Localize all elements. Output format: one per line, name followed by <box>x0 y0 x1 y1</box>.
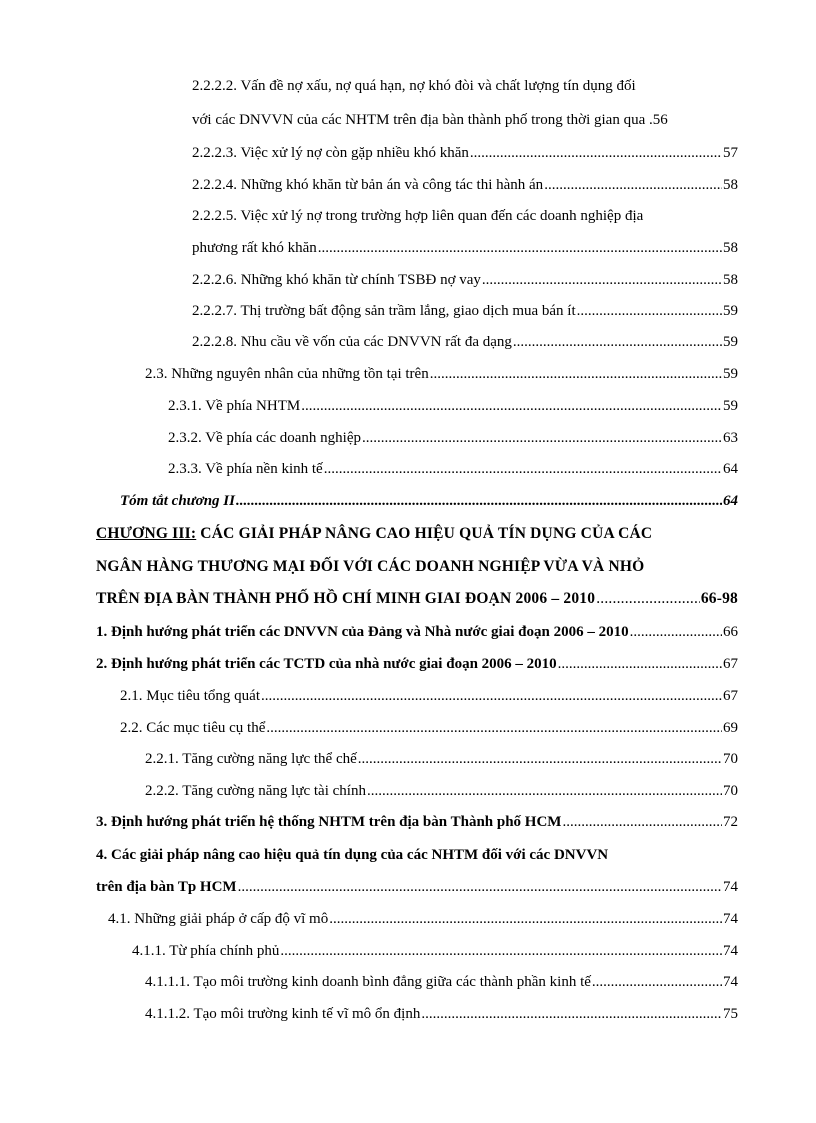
toc-page-number: 67 <box>723 656 738 672</box>
dot-leader <box>238 877 722 897</box>
toc-heading-2-2-2-2-line2 <box>192 110 668 130</box>
toc-entry-text: với các DNVVN của các NHTM trên địa bàn thành phố trong thời gian qua .56 <box>192 112 668 128</box>
toc-page-number: 64 <box>723 493 738 509</box>
chapter-label: CHƯƠNG III: <box>96 525 197 542</box>
chapter-title-text: TRÊN ĐỊA BÀN THÀNH PHỐ HỒ CHÍ MINH GIAI ĐOẠN 2006 – 2010 <box>96 590 596 607</box>
toc-entry-3-3 <box>96 812 738 832</box>
dot-leader <box>358 749 722 769</box>
toc-page-number: 59 <box>723 334 738 350</box>
toc-page-number: 66 <box>723 624 738 640</box>
dot-leader <box>482 270 722 290</box>
chapter-3-heading-line3 <box>96 589 738 609</box>
toc-entry-4-1 <box>108 909 738 929</box>
toc-entry-2-2-2-6 <box>192 270 738 290</box>
toc-page-number: 74 <box>723 943 738 959</box>
toc-entry-3-2-2-2 <box>145 781 738 801</box>
toc-page-number: 67 <box>723 688 738 704</box>
toc-page-number: 58 <box>723 272 738 288</box>
toc-entry-3-4 <box>96 877 738 897</box>
dot-leader <box>301 396 722 416</box>
toc-entry-text: 1. Định hướng phát triển các DNVVN của Đảng và Nhà nước giai đoạn 2006 – 2010 <box>96 624 629 640</box>
toc-entry-text: 2.2.2.5. Việc xử lý nợ trong trường hợp liên quan đến các doanh nghiệp địa <box>192 208 644 224</box>
toc-entry-text: 2.3.3. Về phía nền kinh tế <box>168 461 323 477</box>
dot-leader <box>596 589 700 609</box>
dot-leader <box>592 972 722 992</box>
toc-entry-3-2 <box>96 654 738 674</box>
toc-entry-2-2-2-7 <box>192 301 738 321</box>
chapter-title-text: NGÂN HÀNG THƯƠNG MẠI ĐỐI VỚI CÁC DOANH NGHIỆP VỪA VÀ NHỎ <box>96 558 645 575</box>
toc-page-number: 75 <box>723 1006 738 1022</box>
toc-entry-text: 2.1. Mục tiêu tổng quát <box>120 688 260 704</box>
toc-entry-2-2-2-3 <box>192 143 738 163</box>
toc-entry-text: 2.2.2.6. Những khó khăn từ chính TSBĐ nợ vay <box>192 272 481 288</box>
toc-page-number: 74 <box>723 879 738 895</box>
toc-page-number: 59 <box>723 303 738 319</box>
toc-entry-3-2-2 <box>120 718 738 738</box>
toc-entry-2-2-2-4 <box>192 175 738 195</box>
toc-entry-text: 4.1.1.2. Tạo môi trường kinh tế vĩ mô ổn định <box>145 1006 421 1022</box>
toc-entry-text: 2.2.2.4. Những khó khăn từ bản án và công tác thi hành án <box>192 177 544 193</box>
toc-entry-text: 2.3. Những nguyên nhân của những tồn tại trên <box>145 366 429 382</box>
toc-entry-summary-chapter-2 <box>120 491 738 511</box>
toc-entry-text: 3. Định hướng phát triển hệ thống NHTM trên địa bàn Thành phố HCM <box>96 814 562 830</box>
toc-heading-2-2-2-2-line1 <box>192 76 636 96</box>
toc-page-number: 59 <box>723 366 738 382</box>
toc-page-number: 70 <box>723 783 738 799</box>
chapter-3-heading-line1 <box>96 524 652 544</box>
toc-page-number: 58 <box>723 177 738 193</box>
toc-entry-3-1 <box>96 622 738 642</box>
dot-leader <box>236 491 722 511</box>
toc-page-number: 69 <box>723 720 738 736</box>
dot-leader <box>329 909 722 929</box>
dot-leader <box>558 654 722 674</box>
toc-entry-text: 2.2.2. Tăng cường năng lực tài chính <box>145 783 366 799</box>
toc-entry-3-2-2-1 <box>145 749 738 769</box>
toc-entry-text: 2.2.2.8. Nhu cầu về vốn của các DNVVN rất đa dạng <box>192 334 512 350</box>
toc-page-number: 74 <box>723 911 738 927</box>
dot-leader <box>367 781 722 801</box>
toc-page-number: 63 <box>723 430 738 446</box>
toc-page-number: 57 <box>723 145 738 161</box>
toc-entry-2-3-3 <box>168 459 738 479</box>
dot-leader <box>544 175 722 195</box>
dot-leader <box>421 1004 722 1024</box>
toc-entry-text: 2. Định hướng phát triển các TCTD của nhà nước giai đoạn 2006 – 2010 <box>96 656 557 672</box>
toc-page-number: 66-98 <box>700 590 738 607</box>
toc-entry-text: 2.3.1. Về phía NHTM <box>168 398 301 414</box>
toc-entry-text: Tóm tắt chương II <box>120 493 235 509</box>
toc-entry-text: 4.1.1.1. Tạo môi trường kinh doanh bình đẳng giữa các thành phần kinh tế <box>145 974 591 990</box>
chapter-title-text: CÁC GIẢI PHÁP NÂNG CAO HIỆU QUẢ TÍN DỤNG CỦA CÁC <box>196 525 653 542</box>
dot-leader <box>577 301 722 321</box>
toc-entry-2-3-2 <box>168 428 738 448</box>
dot-leader <box>280 941 722 961</box>
dot-leader <box>318 238 722 258</box>
toc-entry-4-1-1-1 <box>145 972 738 992</box>
dot-leader <box>430 364 722 384</box>
toc-entry-text: 4.1. Những giải pháp ở cấp độ vĩ mô <box>108 911 329 927</box>
toc-heading-2-2-2-5-line1 <box>192 206 643 226</box>
dot-leader <box>562 812 722 832</box>
dot-leader <box>513 332 722 352</box>
toc-entry-text: phương rất khó khăn <box>192 240 317 256</box>
toc-entry-text: 2.2.1. Tăng cường năng lực thể chế <box>145 751 357 767</box>
toc-entry-4-1-1-2 <box>145 1004 738 1024</box>
dot-leader <box>324 459 722 479</box>
dot-leader <box>630 622 722 642</box>
toc-page-number: 74 <box>723 974 738 990</box>
toc-entry-text: 2.3.2. Về phía các doanh nghiệp <box>168 430 362 446</box>
toc-entry-text: 2.2.2.2. Vấn đề nợ xấu, nợ quá hạn, nợ khó đòi và chất lượng tín dụng đối <box>192 78 636 94</box>
toc-entry-2-2-2-5 <box>192 238 738 258</box>
toc-page-number: 58 <box>723 240 738 256</box>
toc-page-number: 72 <box>723 814 738 830</box>
toc-entry-text: 2.2.2.7. Thị trường bất động sản trầm lắng, giao dịch mua bán ít <box>192 303 576 319</box>
toc-entry-2-3 <box>145 364 738 384</box>
toc-entry-4-1-1 <box>132 941 738 961</box>
toc-entry-text: 2.2.2.3. Việc xử lý nợ còn gặp nhiều khó khăn <box>192 145 469 161</box>
dot-leader <box>470 143 722 163</box>
dot-leader <box>266 718 722 738</box>
toc-heading-3-4-line1 <box>96 845 608 865</box>
toc-entry-text: 2.2. Các mục tiêu cụ thể <box>120 720 266 736</box>
toc-entry-2-3-1 <box>168 396 738 416</box>
toc-page-number: 59 <box>723 398 738 414</box>
toc-entry-text: trên địa bàn Tp HCM <box>96 879 237 895</box>
dot-leader <box>261 686 722 706</box>
toc-entry-3-2-1 <box>120 686 738 706</box>
toc-page-number: 70 <box>723 751 738 767</box>
toc-entry-text: 4. Các giải pháp nâng cao hiệu quả tín dụng của các NHTM đối với các DNVVN <box>96 847 609 863</box>
toc-entry-2-2-2-8 <box>192 332 738 352</box>
dot-leader <box>362 428 722 448</box>
chapter-3-heading-line2 <box>96 557 644 577</box>
toc-page-number: 64 <box>723 461 738 477</box>
toc-entry-text: 4.1.1. Từ phía chính phủ <box>132 943 280 959</box>
